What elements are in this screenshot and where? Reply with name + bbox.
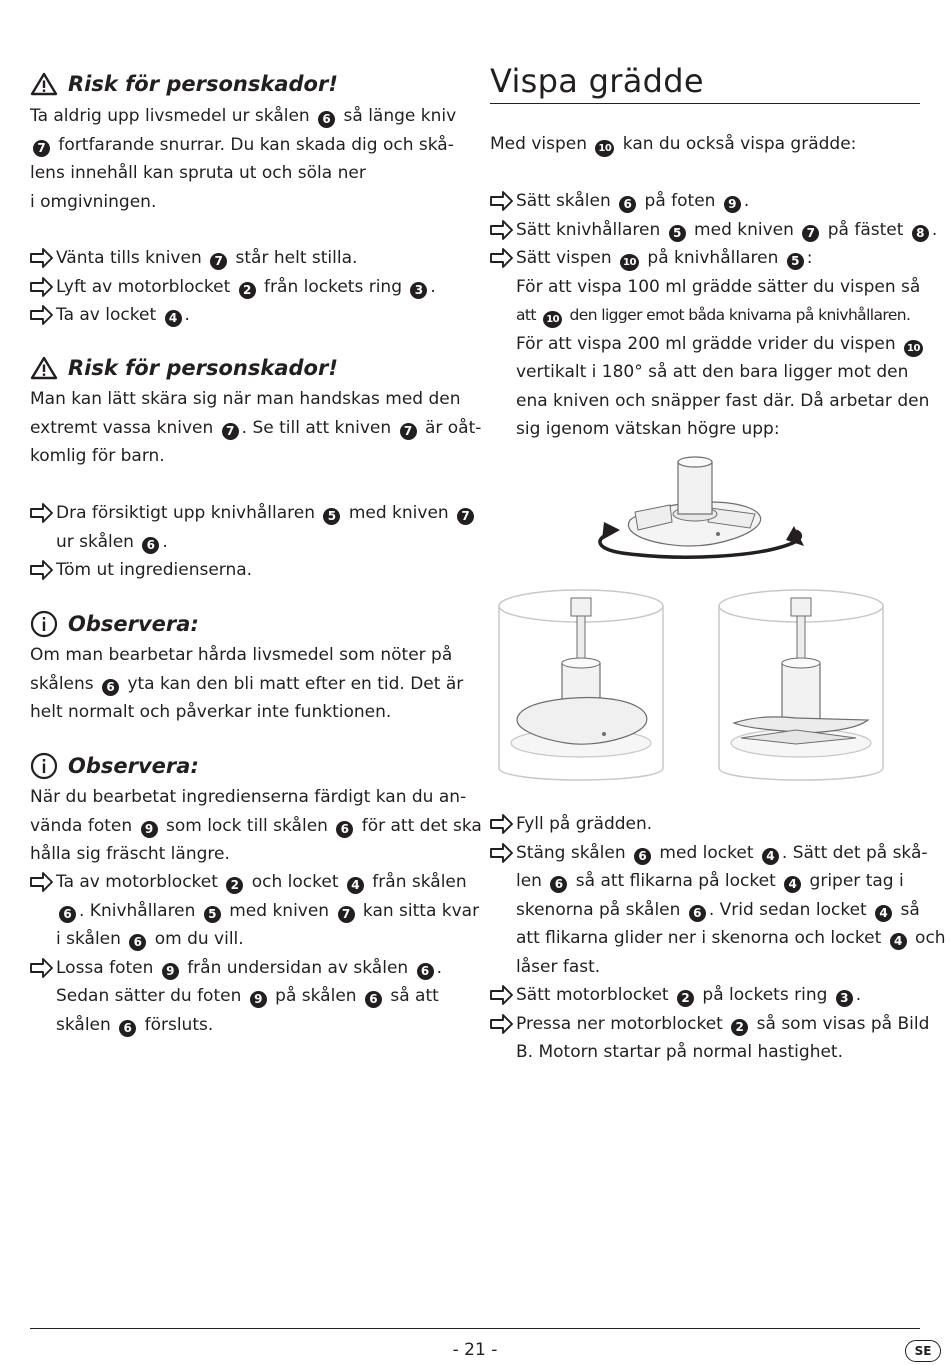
text-segment: . [855,985,862,1005]
text-segment: och [909,928,946,948]
text-segment: är oåt- [419,417,482,438]
number-badge: 10 [595,140,614,157]
text-segment: Sedan sätter du foten [56,986,247,1006]
number-badge: 6 [318,111,335,128]
number-badge: 5 [669,225,686,242]
text-line [30,641,463,670]
number-badge: 7 [222,423,239,440]
note-text-2 [30,783,482,869]
arrow-right-icon [30,244,56,272]
text-line [30,556,252,585]
text-line [490,924,946,953]
text-line [30,840,482,869]
bowl-200ml [719,590,883,780]
text-line [30,1011,442,1040]
text-segment: och locket [246,872,344,892]
text-segment: : [806,248,813,268]
language-badge: SE [905,1340,941,1362]
text-line [490,358,929,387]
number-badge: 3 [836,990,853,1007]
text-segment: på foten [639,191,721,211]
number-badge: 10 [620,254,639,271]
number-badge: 6 [365,991,382,1008]
text-line [30,783,482,812]
number-badge: 4 [890,933,907,950]
text-segment: på lockets ring [697,985,833,1005]
number-badge: 6 [550,876,567,893]
text-segment: För att vispa 100 ml grädde sätter du vispen så [516,276,921,297]
step-item [30,273,436,302]
text-line [30,670,463,699]
number-badge: 2 [731,1019,748,1036]
number-badge: 7 [457,508,474,525]
number-badge: 6 [689,905,706,922]
text-segment: . Se till att kniven [241,417,397,438]
number-badge: 6 [634,848,651,865]
note-title: Observera: [68,612,199,636]
step-item [490,810,652,839]
step-item [490,244,929,444]
info-icon [30,752,58,780]
number-badge: 3 [410,282,427,299]
arrow-right-icon [490,1010,516,1038]
text-line [30,954,442,983]
arrow-right-icon [490,839,516,867]
text-segment: lens innehåll kan spruta ut och söla ner [30,163,366,183]
arrow-right-icon [30,301,56,329]
number-badge: 7 [33,140,50,157]
arrow-right-icon [490,981,516,1009]
text-segment: Sätt vispen [516,248,618,268]
number-badge: 7 [338,906,355,923]
text-segment: Om man bearbetar hårda livsmedel som nöter på [30,645,453,665]
arrow-right-icon [30,954,56,982]
number-badge: 5 [204,906,221,923]
bowl-comparison-illustration [496,588,888,798]
warning-icon [30,72,58,96]
text-segment: B. Motorn startar på normal hastighet. [516,1042,843,1062]
text-segment: med kniven [223,900,335,921]
number-badge: 10 [543,311,562,328]
text-segment: på fästet [822,219,909,240]
text-segment: från lockets ring [258,276,408,297]
arrow-right-icon [30,499,56,527]
section-title: Vispa grädde [490,62,704,100]
text-segment: Pressa ner motorblocket [516,1013,729,1034]
text-segment: fortfarande snurrar. Du kan skada dig och skå- [53,134,454,155]
warning-text-1 [30,102,456,216]
text-segment: Man kan lätt skära sig när man handskas med den [30,389,461,409]
text-segment: vertikalt i 180° så att den bara ligger mot den [516,362,909,382]
text-segment: från skålen [366,872,467,892]
number-badge: 6 [619,196,636,213]
intro-text [490,130,856,159]
note-heading-1 [30,610,199,638]
text-line [490,216,937,245]
title-rule [490,103,920,104]
step-item [30,954,442,1040]
text-segment: med kniven [343,503,455,523]
text-segment: . [743,191,750,211]
step-item [490,1010,929,1067]
text-segment: så att [384,986,439,1006]
text-line [30,925,479,954]
text-line [490,981,861,1010]
text-segment: med locket [654,842,759,863]
page-number: - 21 - [452,1340,498,1360]
text-segment: så som visas på Bild [751,1013,930,1034]
text-line [490,301,929,330]
footer-rule [30,1328,920,1329]
text-segment: med kniven [688,219,800,240]
text-line [30,159,456,188]
number-badge: 4 [165,310,182,327]
text-segment: Ta aldrig upp livsmedel ur skålen [30,106,316,126]
step-item [490,981,861,1010]
text-segment: Sätt skålen [516,191,617,211]
number-badge: 6 [129,934,146,951]
step-item [30,301,190,330]
text-line [30,499,477,528]
text-segment: . [184,305,190,325]
text-segment: yta kan den bli matt efter en tid. Det är [122,673,464,694]
text-segment: så att flikarna på locket [570,871,782,891]
text-segment: komlig för barn. [30,446,165,466]
text-line [30,528,477,557]
number-badge: 6 [336,821,353,838]
arrow-right-icon [490,244,516,272]
note-text-1 [30,641,463,727]
text-segment: len [516,871,548,891]
warning-text-2 [30,385,481,471]
text-segment: för att det ska [356,815,482,836]
bowl-100ml [499,590,663,780]
text-segment: Sätt knivhållaren [516,219,666,240]
number-badge: 10 [904,340,923,357]
step-item [30,556,252,585]
text-segment: kan sitta kvar [357,900,480,921]
text-line [490,867,946,896]
text-segment: som lock till skålen [160,815,334,836]
text-line [490,387,929,416]
text-line [490,130,856,159]
text-segment: Dra försiktigt upp knivhållaren [56,503,321,523]
number-badge: 9 [162,963,179,980]
text-segment: vända foten [30,815,138,836]
text-segment: om du vill. [149,929,244,949]
text-segment: så länge kniv [338,106,457,126]
step-item [490,216,937,245]
text-segment: För att vispa 200 ml grädde vrider du vispen [516,333,902,354]
text-segment: den ligger emot båda knivarna på knivhållaren. [565,306,911,324]
text-line [30,698,463,727]
text-line [30,131,456,160]
text-line [30,273,436,302]
text-segment: från undersidan av skålen [181,957,414,978]
text-segment: Ta av motorblocket [56,872,224,892]
text-segment: . Sätt det på skå- [781,842,928,863]
arrow-right-icon [30,556,56,584]
step-item [490,839,946,982]
text-line [30,414,481,443]
text-line [490,1038,929,1067]
text-line [490,330,929,359]
text-segment: så [895,899,920,920]
text-segment: ena kniven och snäpper fast där. Då arbetar den [516,390,930,411]
warning-icon [30,356,58,380]
text-line [30,244,357,273]
text-line [490,1010,929,1039]
text-segment: Lossa foten [56,957,159,978]
text-segment: skålens [30,673,100,694]
number-badge: 6 [417,963,434,980]
text-segment: sig igenom vätskan högre upp: [516,419,780,439]
text-line [490,953,946,982]
text-segment: Vänta tills kniven [56,248,208,268]
text-segment: Ta av locket [56,305,162,325]
text-segment: hålla sig fräscht längre. [30,844,230,864]
number-badge: 2 [677,990,694,1007]
number-badge: 8 [912,225,929,242]
warning-heading-1 [30,72,338,96]
text-segment: Stäng skålen [516,842,632,863]
text-segment: ur skålen [56,531,140,552]
text-segment: helt normalt och påverkar inte funktionen. [30,702,392,722]
step-item [30,868,479,954]
text-segment: . [162,531,168,552]
text-line [30,442,481,471]
number-badge: 4 [347,877,364,894]
arrow-right-icon [490,216,516,244]
warning-title: Risk för personskador! [68,72,338,96]
arrow-right-icon [30,273,56,301]
text-segment: kan du också vispa grädde: [617,134,857,154]
number-badge: 9 [250,991,267,1008]
number-badge: 4 [784,876,801,893]
text-segment: När du bearbetat ingredienserna färdigt kan du an- [30,787,467,807]
number-badge: 4 [875,905,892,922]
step-item [490,187,749,216]
text-line [30,188,456,217]
text-segment: låser fast. [516,956,601,977]
number-badge: 6 [102,679,119,696]
text-line [30,897,479,926]
text-segment: Lyft av motorblocket [56,276,236,297]
text-line [490,415,929,444]
number-badge: 9 [724,196,741,213]
number-badge: 4 [762,848,779,865]
text-segment: skålen [56,1014,117,1035]
text-segment: att flikarna glider ner i skenorna och locket [516,928,887,948]
note-title: Observera: [68,754,199,778]
number-badge: 7 [802,225,819,242]
text-line [30,868,479,897]
arrow-right-icon [490,810,516,838]
number-badge: 2 [226,877,243,894]
text-segment: försluts. [139,1014,214,1035]
number-badge: 6 [119,1020,136,1037]
text-segment: . Vrid sedan locket [708,899,873,920]
text-line [30,812,482,841]
warning-title: Risk för personskador! [68,356,338,380]
warning-heading-2 [30,356,338,380]
text-line [490,839,946,868]
text-line [30,102,456,131]
text-segment: . [430,276,436,297]
text-segment: står helt stilla. [230,248,358,268]
number-badge: 5 [787,253,804,270]
text-segment: i omgivningen. [30,191,157,212]
text-segment: . Knivhållaren [79,900,201,921]
info-icon [30,610,58,638]
number-badge: 5 [323,508,340,525]
text-segment: skenorna på skålen [516,899,686,920]
number-badge: 6 [59,906,76,923]
number-badge: 9 [141,821,158,838]
text-segment: Töm ut ingredienserna. [56,560,253,580]
text-line [490,187,749,216]
text-line [490,896,946,925]
number-badge: 6 [142,537,159,554]
whisk-rotation-illustration [590,450,810,565]
text-line [490,273,929,302]
text-segment: . [931,219,938,240]
text-line [30,385,481,414]
text-segment: griper tag i [804,871,904,891]
note-heading-2 [30,752,199,780]
step-item [30,499,477,556]
text-segment: att [516,306,541,324]
text-segment: på skålen [269,986,362,1006]
text-segment: på knivhållaren [642,248,784,268]
text-segment: extremt vassa kniven [30,417,219,438]
text-line [30,982,442,1011]
arrow-right-icon [490,187,516,215]
text-segment: Med vispen [490,134,593,154]
text-segment: i skålen [56,929,127,949]
number-badge: 7 [400,423,417,440]
arrow-right-icon [30,868,56,896]
text-segment: Fyll på grädden. [516,814,653,834]
step-item [30,244,357,273]
text-segment: Sätt motorblocket [516,985,674,1005]
text-line [490,244,929,273]
number-badge: 7 [210,253,227,270]
text-segment: . [436,957,442,978]
number-badge: 2 [239,282,256,299]
